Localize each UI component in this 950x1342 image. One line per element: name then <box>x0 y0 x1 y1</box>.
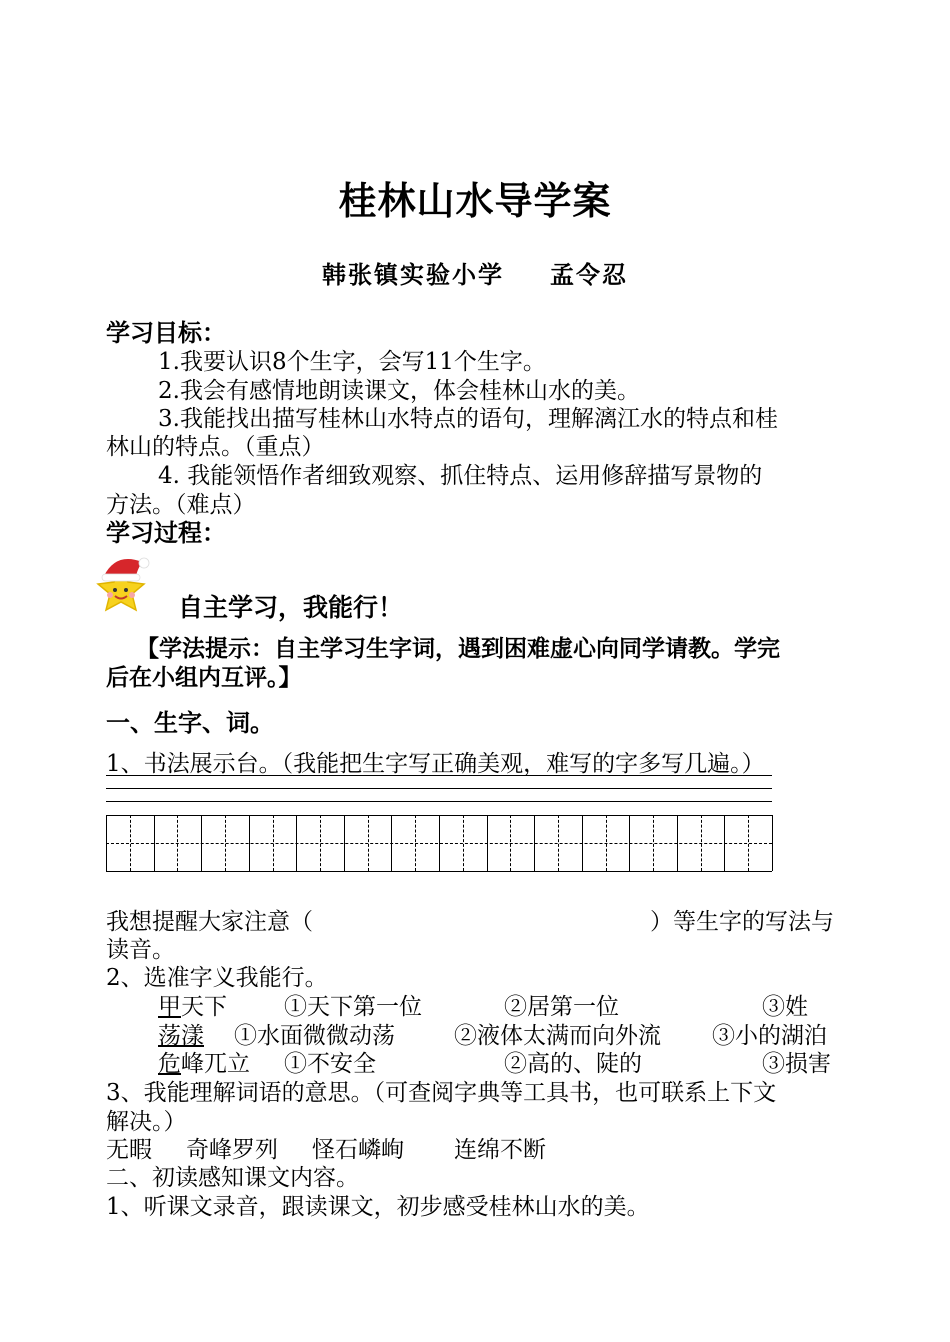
choice-option[interactable]: ②居第一位 <box>504 994 619 1020</box>
grid-cell-border <box>677 815 678 871</box>
underlined-char: 危 <box>158 1051 181 1077</box>
choice-option[interactable]: ③姓 <box>762 994 808 1020</box>
question-3-cont: 解决。） <box>106 1109 187 1135</box>
grid-cell-border <box>439 815 440 871</box>
grid-cell-border <box>487 815 488 871</box>
grid-cell-guide <box>510 815 511 871</box>
remind-text-end: ）等生字的写法与 <box>650 909 834 935</box>
choice-option[interactable]: ③损害 <box>762 1051 831 1077</box>
grid-cell-border <box>249 815 250 871</box>
grid-cell-border <box>772 815 773 871</box>
grid-cell-guide <box>653 815 654 871</box>
grid-cell-guide <box>701 815 702 871</box>
choice-option[interactable]: ①天下第一位 <box>284 994 422 1020</box>
study-tip: 【学法提示：自主学习生字词，遇到困难虚心向同学请教。学完 <box>136 636 780 662</box>
santa-star-icon <box>86 546 156 616</box>
goal-item: 2.我会有感情地朗读课文，体会桂林山水的美。 <box>158 378 640 404</box>
self-study-heading: 自主学习，我能行！ <box>178 593 404 622</box>
choice-option[interactable]: ②高的、陡的 <box>504 1051 642 1077</box>
grid-cell-guide <box>130 815 131 871</box>
study-tip-cont: 后在小组内互评。】 <box>106 665 302 691</box>
goals-heading: 学习目标： <box>106 319 226 347</box>
grid-cell-guide <box>558 815 559 871</box>
grid-cell-border <box>391 815 392 871</box>
choice-option[interactable]: ①水面微微动荡 <box>234 1023 395 1049</box>
author-line <box>0 255 950 290</box>
grid-cell-border <box>344 815 345 871</box>
choice-option[interactable]: ①不安全 <box>284 1051 376 1077</box>
goal-item-cont: 方法。（难点） <box>106 492 256 518</box>
grid-cell-border <box>629 815 630 871</box>
vocab-word: 无暇 <box>106 1137 152 1163</box>
goal-item: 1.我要认识8个生字，会写11个生字。 <box>158 349 546 375</box>
author-name: 孟令忍 <box>550 260 628 289</box>
grid-cell-guide <box>606 815 607 871</box>
school-name: 韩张镇实验小学 <box>322 260 504 289</box>
section2-heading: 二、初读感知课文内容。 <box>106 1165 359 1191</box>
grid-cell-border <box>201 815 202 871</box>
remind-text-cont: 读音。 <box>106 937 175 963</box>
grid-cell-guide <box>748 815 749 871</box>
process-heading: 学习过程： <box>106 519 226 547</box>
grid-cell-guide <box>177 815 178 871</box>
goal-item: 3.我能找出描写桂林山水特点的语句，理解漓江水的特点和桂 <box>158 406 778 432</box>
choice-word: 危峰兀立 <box>158 1051 250 1077</box>
grid-cell-guide <box>273 815 274 871</box>
vocab-word: 怪石嶙峋 <box>312 1137 404 1163</box>
grid-cell-border <box>106 815 107 871</box>
page-title: 桂林山水导学案 <box>338 179 612 223</box>
grid-cell-guide <box>320 815 321 871</box>
grid-cell-border <box>296 815 297 871</box>
grid-cell-border <box>582 815 583 871</box>
underlined-char: 甲 <box>158 994 181 1020</box>
grid-cell-guide <box>225 815 226 871</box>
choice-option[interactable]: ②液体太满而向外流 <box>454 1023 661 1049</box>
grid-cell-border <box>724 815 725 871</box>
section1-heading: 一、生字、词。 <box>106 709 274 737</box>
section2-question-1: 1、听课文录音，跟读课文，初步感受桂林山水的美。 <box>106 1194 650 1220</box>
remind-text: 我想提醒大家注意（ <box>106 909 313 935</box>
goal-item: 4. 我能领悟作者细致观察、抓住特点、运用修辞描写景物的 <box>158 463 763 489</box>
writing-grid[interactable] <box>106 775 772 871</box>
grid-cell-guide <box>415 815 416 871</box>
grid-cell-guide <box>463 815 464 871</box>
grid-cell-border <box>534 815 535 871</box>
question-3: 3、我能理解词语的意思。（可查阅字典等工具书，也可联系上下文 <box>106 1080 777 1106</box>
choice-word: 甲天下 <box>158 994 227 1020</box>
vocab-word: 连绵不断 <box>454 1137 546 1163</box>
question-2: 2、选准字义我能行。 <box>106 965 328 991</box>
vocab-word: 奇峰罗列 <box>186 1137 278 1163</box>
question-1: 1、书法展示台。（我能把生字写正确美观，难写的字多写几遍。） <box>106 751 765 777</box>
goal-item-cont: 林山的特点。（重点） <box>106 434 325 460</box>
underlined-word: 荡漾 <box>158 1023 204 1049</box>
grid-cell-guide <box>368 815 369 871</box>
grid-cell-border <box>154 815 155 871</box>
choice-option[interactable]: ③小的湖泊 <box>712 1023 827 1049</box>
